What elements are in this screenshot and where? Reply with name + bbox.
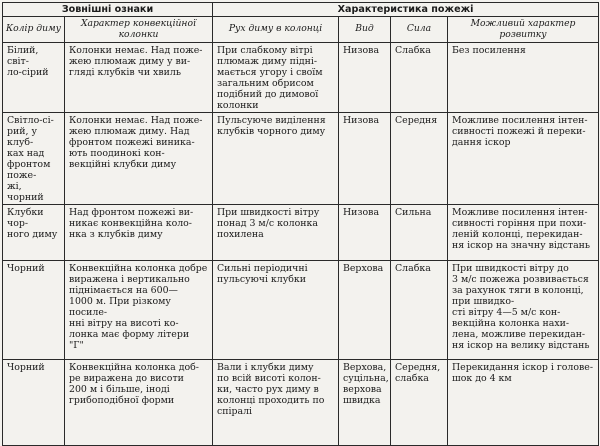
cell-development: При швидкості вітру до 3 м/с пожежа розвивається за рахунок тяги в колонці, при швидко- сті вітру 4—5 м/с кон- векційна колонка нахи- лена, можливе перекидан- ня іскор на велику відстань xyxy=(448,261,599,360)
table-row xyxy=(3,205,599,261)
cell-development: Без посилення xyxy=(448,43,599,113)
column-header-development: Можливий характер розвитку xyxy=(448,17,599,43)
cell-fire-type: Низова xyxy=(339,205,391,261)
cell-smoke-color: Чорний xyxy=(3,261,65,360)
cell-fire-type: Верхова xyxy=(339,261,391,360)
cell-fire-strength: Середня xyxy=(391,113,448,205)
cell-smoke-motion: Пульсуюче виділення клубків чорного диму xyxy=(213,113,339,205)
cell-smoke-motion: Вали і клубки диму по всій висоті колон- ки, часто рух диму в колонці проходить по спіралі xyxy=(213,360,339,446)
cell-smoke-color: Світло-сі- рий, у клуб- ках над фронтом поже- жі, чорний xyxy=(3,113,65,205)
group-header-external-signs: Зовнішні ознаки xyxy=(3,3,213,17)
cell-convection-column: Над фронтом пожежі ви- никає конвекційна коло- нка з клубків диму xyxy=(65,205,213,261)
table-row xyxy=(3,43,599,113)
column-header-fire-type: Вид xyxy=(339,17,391,43)
cell-fire-type: Верхова, суцільна, верхова швидка xyxy=(339,360,391,446)
cell-fire-strength: Сильна xyxy=(391,205,448,261)
column-header-smoke-motion: Рух диму в колонці xyxy=(213,17,339,43)
cell-convection-column: Колонки немає. Над поже- жею плюмаж диму. Над фронтом пожежі виника- ють поодинокі кон- векційні клубки диму xyxy=(65,113,213,205)
cell-smoke-motion: При швидкості вітру понад 3 м/с колонка похилена xyxy=(213,205,339,261)
cell-fire-strength: Середня, слабка xyxy=(391,360,448,446)
cell-convection-column: Колонки немає. Над поже- жею плюмаж диму у ви- гляді клубків чи хвиль xyxy=(65,43,213,113)
cell-smoke-color: Чорний xyxy=(3,360,65,446)
cell-convection-column: Конвекційна колонка доб- ре виражена до висоти 200 м і більше, іноді грибоподібної форми xyxy=(65,360,213,446)
cell-fire-type: Низова xyxy=(339,113,391,205)
cell-fire-strength: Слабка xyxy=(391,43,448,113)
table-row xyxy=(3,261,599,360)
cell-fire-type: Низова xyxy=(339,43,391,113)
cell-development: Можливе посилення інтен- сивності пожежі й переки- дання іскор xyxy=(448,113,599,205)
cell-smoke-motion: Сильні періодичні пульсуючі клубки xyxy=(213,261,339,360)
table-row xyxy=(3,360,599,446)
cell-development: Можливе посилення інтен- сивності горіння при похи- леній колонці, перекидан- ня іскор на значну відстань xyxy=(448,205,599,261)
cell-smoke-color: Клубки чор- ного диму xyxy=(3,205,65,261)
cell-convection-column: Конвекційна колонка добре виражена і вертикально піднімається на 600— 1000 м. При різкому посиле- нні вітру на висоті ко- лонка має форму літери "Г" xyxy=(65,261,213,360)
cell-fire-strength: Слабка xyxy=(391,261,448,360)
column-header-fire-strength: Сила xyxy=(391,17,448,43)
cell-smoke-motion: При слабкому вітрі плюмаж диму підні- мається угору і своїм загальним обрисом подібний до димової колонки xyxy=(213,43,339,113)
cell-development: Перекидання іскор і голове- шок до 4 км xyxy=(448,360,599,446)
table-row xyxy=(3,113,599,205)
column-header-convection-column: Характер конвекційної колонки xyxy=(65,17,213,43)
cell-smoke-color: Білий, світ- ло-сірий xyxy=(3,43,65,113)
column-header-smoke-color: Колір диму xyxy=(3,17,65,43)
group-header-fire-characteristics: Характеристика пожежі xyxy=(213,3,599,17)
fire-characteristics-table xyxy=(2,2,599,446)
